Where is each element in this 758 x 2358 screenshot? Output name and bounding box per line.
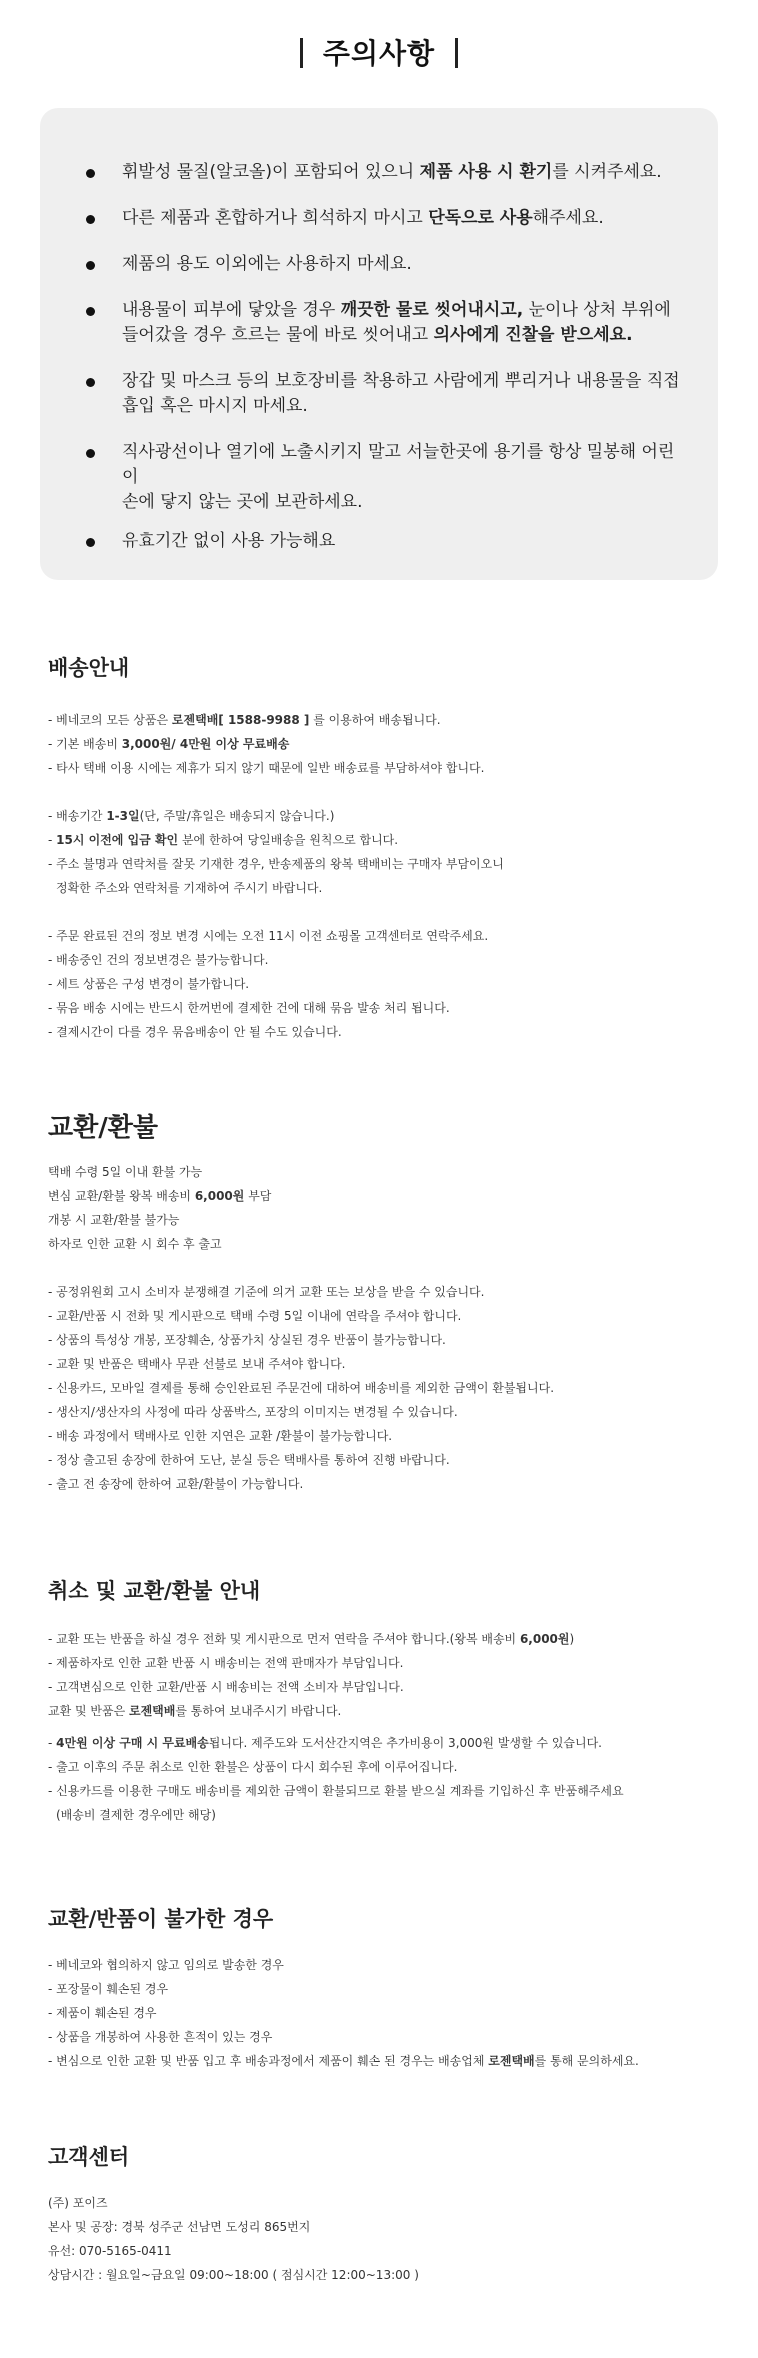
noreturn-lines [48, 1953, 718, 2073]
exchange-line: - 신용카드, 모바일 결제를 통해 승인완료된 주문건에 대하여 배송비를 제외한 금액이 환불됩니다. [48, 1381, 555, 1395]
shipping-lines [48, 708, 718, 1044]
exchange-line: - 정상 출고된 송장에 한하여 도난, 분실 등은 택배사를 통하여 진행 바랍니다. [48, 1453, 450, 1467]
company-phone: 유선: 070-5165-0411 [48, 2244, 172, 2258]
spacer [48, 780, 718, 804]
caution-item: 내용물이 피부에 닿았을 경우 깨끗한 물로 씻어내시고, 눈이나 상처 부위에 들어갔을 경우 흐르는 물에 바로 씻어내고 의사에게 진찰을 받으세요. [82, 298, 688, 348]
exchange-line: - 교환/반품 시 전화 및 게시판으로 택배 수령 5일 이내에 연락을 주셔야 합니다. [48, 1309, 462, 1323]
shipping-line: - 타사 택배 이용 시에는 제휴가 되지 않기 때문에 일반 배송료를 부담하셔야 합니다. [48, 761, 485, 775]
noreturn-line: - 제품이 훼손된 경우 [48, 2006, 157, 2020]
cancel-line: - 제품하자로 인한 교환 반품 시 배송비는 전액 판매자가 부담입니다. [48, 1656, 404, 1670]
support-lines [48, 2191, 718, 2287]
shipping-line: - 세트 상품은 구성 변경이 불가합니다. [48, 977, 250, 991]
cancel-line: - 신용카드를 이용한 구매도 배송비를 제외한 금액이 환불되므로 환불 받으실 계좌를 기입하신 후 반품해주세요 [48, 1784, 624, 1798]
shipping-line: - 기본 배송비 3,000원/ 4만원 이상 무료배송 [48, 737, 290, 751]
shipping-line: 정확한 주소와 연락처를 기재하여 주시기 바랍니다. [56, 881, 323, 895]
shipping-line: - 배송기간 1-3일(단, 주말/휴일은 배송되지 않습니다.) [48, 809, 335, 823]
exchange-line: - 배송 과정에서 택배사로 인한 지연은 교환 /환불이 불가능합니다. [48, 1429, 393, 1443]
caution-title-text: 주의사항 [322, 37, 436, 70]
title-bar-left [300, 38, 303, 68]
exchange-section [48, 1107, 718, 1496]
cancel-line: - 고객변심으로 인한 교환/반품 시 배송비는 전액 소비자 부담입니다. [48, 1680, 404, 1694]
noreturn-line: - 베네코와 협의하지 않고 임의로 발송한 경우 [48, 1958, 284, 1972]
shipping-line: - 15시 이전에 입금 확인 분에 한하여 당일배송을 원칙으로 합니다. [48, 833, 399, 847]
shipping-line: - 묶음 배송 시에는 반드시 한꺼번에 결제한 건에 대해 묶음 발송 처리 됩니다. [48, 1001, 450, 1015]
exchange-line: - 생산지/생산자의 사정에 따라 상품박스, 포장의 이미지는 변경될 수 있습니다. [48, 1405, 458, 1419]
caution-item: 제품의 용도 이외에는 사용하지 마세요. [82, 252, 688, 277]
exchange-line: 택배 수령 5일 이내 환불 가능 [48, 1165, 203, 1179]
caution-box [40, 108, 718, 580]
company-name: (주) 포이즈 [48, 2196, 108, 2210]
support-section [48, 2141, 718, 2287]
exchange-line: 개봉 시 교환/환불 불가능 [48, 1213, 180, 1227]
caution-item: 휘발성 물질(알코올)이 포함되어 있으니 제품 사용 시 환기를 시켜주세요. [82, 160, 688, 185]
cancel-line: (배송비 결제한 경우에만 해당) [56, 1808, 216, 1822]
exchange-line: 변심 교환/환불 왕복 배송비 6,000원 부담 [48, 1189, 272, 1203]
shipping-line: - 주소 불명과 연락처를 잘못 기재한 경우, 반송제품의 왕복 택배비는 구매자 부담이오니 [48, 857, 504, 871]
exchange-line: - 상품의 특성상 개봉, 포장훼손, 상품가치 상실된 경우 반품이 불가능합니다. [48, 1333, 446, 1347]
spacer [48, 1256, 718, 1280]
spacer [48, 1723, 718, 1731]
exchange-line: - 교환 및 반품은 택배사 무관 선불로 보내 주셔야 합니다. [48, 1357, 346, 1371]
shipping-line: - 배송중인 건의 정보변경은 불가능합니다. [48, 953, 269, 967]
cancel-line: - 교환 또는 반품을 하실 경우 전화 및 게시판으로 먼저 연락을 주셔야 합니다.(왕복 배송비 6,000원) [48, 1632, 575, 1646]
caution-item: 직사광선이나 열기에 노출시키지 말고 서늘한곳에 용기를 항상 밀봉해 어린이 손에 닿지 않는 곳에 보관하세요. [82, 440, 688, 515]
caution-item: 유효기간 없이 사용 가능해요 [82, 529, 688, 554]
noreturn-line: - 상품을 개봉하여 사용한 흔적이 있는 경우 [48, 2030, 273, 2044]
cancel-line: - 출고 이후의 주문 취소로 인한 환불은 상품이 다시 회수된 후에 이루어집니다. [48, 1760, 458, 1774]
caution-item: 다른 제품과 혼합하거나 희석하지 마시고 단독으로 사용해주세요. [82, 206, 688, 231]
cancel-section [48, 1575, 718, 1827]
cancel-line: 교환 및 반품은 로젠택배를 통하여 보내주시기 바랍니다. [48, 1704, 342, 1718]
exchange-line: - 공정위원회 고시 소비자 분쟁해결 기준에 의거 교환 또는 보상을 받을 수 있습니다. [48, 1285, 485, 1299]
noreturn-title: 교환/반품이 불가한 경우 [48, 1907, 274, 1931]
support-title: 고객센터 [48, 2145, 130, 2169]
caution-list [82, 160, 688, 554]
exchange-title: 교환/환불 [48, 1113, 158, 1143]
spacer [48, 900, 718, 924]
shipping-line: - 주문 완료된 건의 정보 변경 시에는 오전 11시 이전 쇼핑몰 고객센터로 연락주세요. [48, 929, 489, 943]
support-hours: 상담시간 : 월요일~금요일 09:00~18:00 ( 점심시간 12:00~13:00 ) [48, 2268, 419, 2282]
exchange-line: 하자로 인한 교환 시 회수 후 출고 [48, 1237, 222, 1251]
noreturn-line: - 포장물이 훼손된 경우 [48, 1982, 169, 1996]
shipping-line: - 베네코의 모든 상품은 로젠택배[ 1588-9988 ] 를 이용하여 배송됩니다. [48, 713, 441, 727]
title-bar-right [455, 38, 458, 68]
shipping-line: - 결제시간이 다를 경우 묶음배송이 안 될 수도 있습니다. [48, 1025, 342, 1039]
cancel-title: 취소 및 교환/환불 안내 [48, 1579, 261, 1603]
caution-item: 장갑 및 마스크 등의 보호장비를 착용하고 사람에게 뿌리거나 내용물을 직접 흡입 혹은 마시지 마세요. [82, 369, 688, 419]
company-address: 본사 및 공장: 경북 성주군 선남면 도성리 865번지 [48, 2220, 311, 2234]
exchange-line: - 출고 전 송장에 한하여 교환/환불이 가능합니다. [48, 1477, 304, 1491]
shipping-title: 배송안내 [48, 656, 130, 680]
shipping-section [48, 652, 718, 1044]
caution-title [0, 32, 758, 72]
cancel-lines [48, 1627, 718, 1827]
cancel-line: - 4만원 이상 구매 시 무료배송됩니다. 제주도와 도서산간지역은 추가비용이 3,000원 발생할 수 있습니다. [48, 1736, 602, 1750]
exchange-lines [48, 1160, 718, 1496]
noreturn-line: - 변심으로 인한 교환 및 반품 입고 후 배송과정에서 제품이 훼손 된 경우는 배송업체 로젠택배를 통해 문의하세요. [48, 2054, 639, 2068]
noreturn-section [48, 1903, 718, 2073]
